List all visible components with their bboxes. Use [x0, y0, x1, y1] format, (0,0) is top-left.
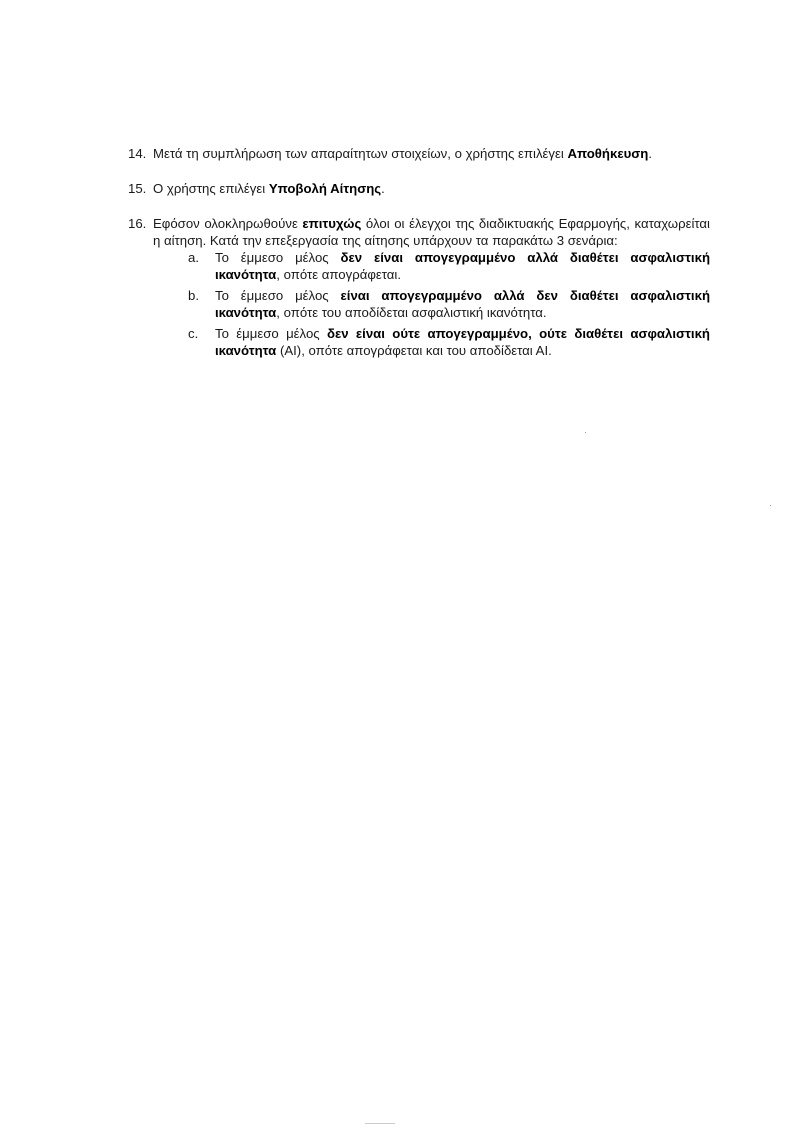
item-text-bold: Υποβολή Αίτησης [268, 181, 382, 196]
item-text-pre: Εφόσον ολοκληρωθούνε [153, 216, 303, 231]
item-number: 16. [128, 216, 147, 231]
item-text-bold: Αποθήκευση [567, 146, 649, 161]
scan-speck [365, 1123, 395, 1124]
scenario-item-a [153, 249, 710, 283]
item-text-pre: Μετά τη συμπλήρωση των απαραίτητων στοιχείων, ο χρήστης επιλέγει [153, 146, 568, 161]
scenario-letter: a. [188, 250, 199, 265]
list-item-16 [128, 215, 710, 363]
scenario-text [215, 325, 710, 359]
item-text [153, 215, 710, 249]
item-text-pre: Ο χρήστης επιλέγει [153, 181, 269, 196]
item-number: 14. [128, 146, 147, 161]
item-text-post: όλοι οι έλεγχοι της διαδικτυακής Εφαρμογής, καταχωρείται η αίτηση. Κατά την επεξεργασία της αίτησης υπάρχουν τα παρακάτω 3 σενάρια: [153, 216, 710, 248]
scenario-letter: b. [188, 288, 199, 303]
scenario-letter: c. [188, 326, 199, 341]
item-text-post: . [648, 146, 653, 161]
item-text-bold: επιτυχώς [302, 216, 362, 231]
item-text-post: . [381, 181, 385, 196]
scenario-text-pre: Το έμμεσο μέλος [215, 288, 341, 303]
item-text [153, 180, 710, 197]
scenario-text-pre: Το έμμεσο μέλος [215, 250, 341, 265]
scenario-list [153, 249, 710, 359]
scenario-text-post: , οπότε απογράφεται. [276, 267, 402, 282]
scan-speck [770, 505, 771, 506]
scenario-item-b [153, 287, 710, 321]
item-text [153, 145, 710, 162]
scenario-item-c [153, 325, 710, 359]
scenario-text [215, 249, 710, 283]
scenario-text-bold: δεν είναι ούτε απογεγραμμένο, ούτε διαθέτει ασφαλιστική ικανότητα [215, 326, 710, 358]
scenario-text [215, 287, 710, 321]
list-item-14 [128, 145, 710, 162]
item-number: 15. [128, 181, 147, 196]
scenario-text-bold: είναι απογεγραμμένο αλλά δεν διαθέτει ασφαλιστική ικανότητα [215, 288, 711, 320]
scan-speck [585, 432, 586, 433]
scenario-text-pre: Το έμμεσο μέλος [215, 326, 327, 341]
scenario-text-bold: δεν είναι απογεγραμμένο αλλά διαθέτει ασφαλιστική ικανότητα [215, 250, 711, 282]
list-item-15 [128, 180, 710, 197]
scenario-text-post: (ΑΙ), οπότε απογράφεται και του αποδίδεται ΑΙ. [276, 343, 552, 358]
scenario-text-post: , οπότε του αποδίδεται ασφαλιστική ικανότητα. [276, 305, 547, 320]
